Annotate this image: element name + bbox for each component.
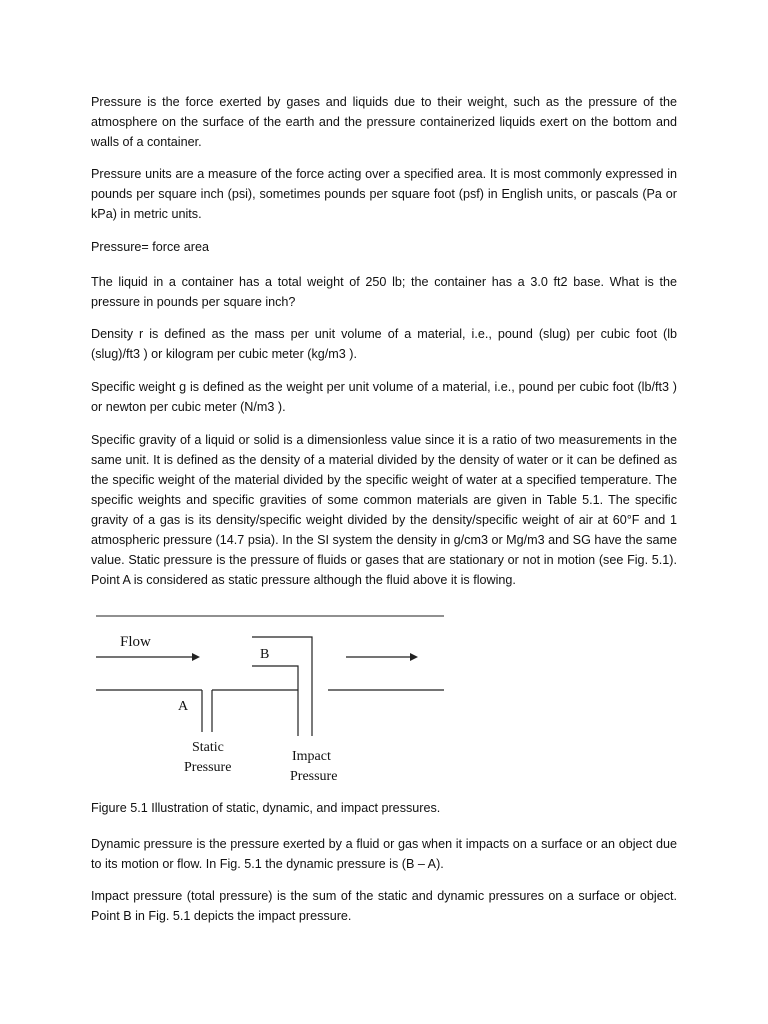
static-pressure-line1: Static xyxy=(192,740,224,755)
flow-arrow-left-head xyxy=(192,653,200,661)
paragraph-specific-gravity: Specific gravity of a liquid or solid is a dimensionless value since it is a ratio of two measurements in the same unit. It is defined as the density of a material divided by the density of water or it can be defined as the specific weight of the material divided by the specific weight of water at a specified temperature. The specific weights and specific gravities of some common materials are given in Table 5.1. The specific gravity of a gas is its density/specific weight divided by the density/specific weight of air at 60°F and 1 atmospheric pressure (14.7 psia). In the SI system the density in g/cm3 or Mg/m3 and SG have the same value. Static pressure is the pressure of fluids or gases that are stationary or not in motion (see Fig. 5.1). Point A is considered as static pressure although the fluid above it is flowing. xyxy=(91,433,677,587)
paragraph-pressure-units: Pressure units are a measure of the force acting over a specified area. It is most commonly expressed in pounds per square inch (psi), sometimes pounds per square foot (psf) in English units, or pascals (Pa or kPa) in metric units. xyxy=(91,167,677,221)
impact-tube-inner xyxy=(252,666,298,736)
pressure-figure xyxy=(92,612,452,792)
impact-tube-outer xyxy=(252,637,312,690)
paragraph-density: Density r is defined as the mass per unit volume of a material, i.e., pound (slug) per cubic foot (lb (slug)/ft3 ) or kilogram per cubic meter (kg/m3 ). xyxy=(91,327,677,361)
point-a-label: A xyxy=(178,699,189,714)
paragraph-specific-weight: Specific weight g is defined as the weight per unit volume of a material, i.e., pound per cubic foot (lb/ft3 ) or newton per cubic meter (N/m3 ). xyxy=(91,380,677,414)
flow-label: Flow xyxy=(120,634,151,650)
paragraph-impact-pressure: Impact pressure (total pressure) is the sum of the static and dynamic pressures on a surface or object. Point B in Fig. 5.1 depicts the impact pressure. xyxy=(91,889,677,923)
paragraph-pressure-formula: Pressure= force area xyxy=(91,240,209,254)
point-b-label: B xyxy=(260,647,270,662)
static-pressure-line2: Pressure xyxy=(184,760,232,775)
paragraph-dynamic-pressure: Dynamic pressure is the pressure exerted by a fluid or gas when it impacts on a surface or an object due to its motion or flow. In Fig. 5.1 the dynamic pressure is (B – A). xyxy=(91,837,677,871)
impact-pressure-line2: Pressure xyxy=(290,769,338,784)
flow-arrow-right-head xyxy=(410,653,418,661)
impact-pressure-line1: Impact xyxy=(292,749,331,764)
figure-caption: Figure 5.1 Illustration of static, dynamic, and impact pressures. xyxy=(91,801,441,815)
paragraph-pressure-definition: Pressure is the force exerted by gases and liquids due to their weight, such as the pressure of the atmosphere on the surface of the earth and the pressure containerized liquids exert on the bottom and walls of a container. xyxy=(91,95,677,149)
paragraph-liquid-example: The liquid in a container has a total weight of 250 lb; the container has a 3.0 ft2 base. What is the pressure in pounds per square inch? xyxy=(91,275,677,309)
pressure-diagram xyxy=(92,612,452,792)
